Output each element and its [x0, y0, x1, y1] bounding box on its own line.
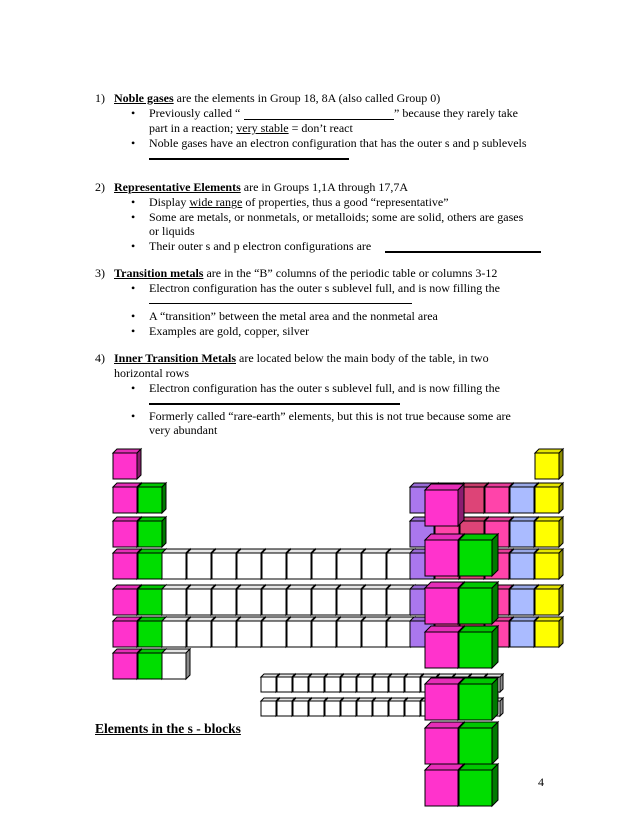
p-block-cell-top: [485, 483, 513, 487]
bullet-icon: •: [131, 195, 136, 209]
bullet-icon: •: [131, 409, 136, 423]
f-block-cell: [389, 701, 404, 716]
f-block-cell: [405, 701, 420, 716]
f-block-cell: [293, 677, 308, 692]
extracted-s2-cell-side: [492, 722, 498, 764]
f-block-cell: [373, 701, 388, 716]
d-block-cell-top: [187, 585, 215, 589]
extracted-s2-cell-side: [492, 582, 498, 624]
extracted-s2-cell: [459, 588, 492, 624]
f-block-cell: [277, 677, 292, 692]
s-block-group2-cell: [138, 621, 162, 647]
extracted-s1-cell-top: [425, 678, 464, 684]
helium-cell-top: [535, 449, 563, 453]
s-block-group2-cell-top: [138, 585, 166, 589]
d-block-cell: [387, 553, 411, 579]
s-block-group1-cell-top: [113, 617, 141, 621]
noble-gas-cell-side: [559, 549, 563, 579]
d-block-cell-side: [186, 649, 190, 679]
bullet-text-pre: Previously called “: [149, 106, 241, 120]
s-block-group2-cell-top: [138, 517, 166, 521]
bullet-text: Display wide range of properties, thus a good “representative”: [149, 195, 449, 209]
d-block-cell: [162, 621, 186, 647]
noble-gas-cell: [535, 621, 559, 647]
extracted-s1-cell: [425, 540, 458, 576]
bullet-icon: •: [131, 381, 136, 395]
d-block-cell: [312, 589, 336, 615]
d-block-cell-top: [262, 585, 290, 589]
noble-gas-cell-side: [559, 617, 563, 647]
d-block-cell: [212, 589, 236, 615]
bullet-icon: •: [131, 210, 136, 224]
extracted-s2-cell-side: [492, 764, 498, 806]
f-block-cell: [309, 701, 324, 716]
d-block-cell-top: [287, 617, 315, 621]
d-block-cell-top: [337, 549, 365, 553]
item-number: 4): [95, 351, 105, 365]
d-block-cell-top: [212, 585, 240, 589]
d-block-cell-top: [237, 549, 265, 553]
s-block-group1-cell-top: [113, 483, 141, 487]
d-block-cell: [287, 589, 311, 615]
d-block-cell: [187, 621, 211, 647]
s-block-group1-cell-side: [137, 449, 141, 479]
d-block-cell: [162, 653, 186, 679]
noble-gas-cell-top: [535, 549, 563, 553]
f-block-cell: [341, 701, 356, 716]
bullet-text-line2: very abundant: [149, 423, 218, 437]
extracted-s2-cell-top: [459, 722, 498, 728]
s-block-group1-cell-top: [113, 517, 141, 521]
d-block-cell: [212, 621, 236, 647]
d-block-cell-top: [237, 585, 265, 589]
f-block-cell: [357, 701, 372, 716]
d-block-cell: [312, 553, 336, 579]
bullet-text: Some are metals, or nonmetals, or metalloids; some are solid, others are gases: [149, 210, 524, 224]
extracted-s2-cell: [459, 632, 492, 668]
noble-gas-cell: [535, 487, 559, 513]
d-block-cell: [262, 553, 286, 579]
bullet-text: Formerly called “rare-earth” elements, but this is not true because some are: [149, 409, 511, 423]
d-block-cell-top: [287, 585, 315, 589]
d-block-cell: [212, 553, 236, 579]
section-title: Elements in the s - blocks: [95, 721, 241, 736]
bullet-icon: •: [131, 239, 136, 253]
extracted-s2-cell-top: [459, 534, 498, 540]
item-intro: are the elements in Group 18, 8A (also called Group 0): [173, 91, 441, 105]
s-block-group2-cell-side: [162, 483, 166, 513]
p-block-cell-top: [510, 517, 538, 521]
p-block-cell: [510, 521, 534, 547]
extracted-s1-cell: [425, 490, 458, 526]
d-block-cell-top: [262, 617, 290, 621]
extracted-s2-cell: [459, 684, 492, 720]
bullet-text: Electron configuration has the outer s sublevel full, and is now filling the: [149, 381, 500, 395]
d-block-cell-top: [312, 617, 340, 621]
d-block-cell-top: [162, 549, 190, 553]
f-block-cell: [341, 677, 356, 692]
noble-gas-cell: [535, 553, 559, 579]
item-number: 3): [95, 266, 105, 280]
bullet-icon: •: [131, 309, 136, 323]
s-block-group2-cell-top: [138, 649, 166, 653]
d-block-cell-top: [262, 549, 290, 553]
p-block-cell: [510, 553, 534, 579]
term-noble-gases: Noble gases: [114, 91, 174, 105]
extracted-s1-cell-top: [425, 722, 464, 728]
d-block-cell-top: [187, 617, 215, 621]
s-block-group1-cell: [113, 621, 137, 647]
d-block-cell: [387, 589, 411, 615]
d-block-cell: [287, 553, 311, 579]
s-block-group1-cell-top: [113, 449, 141, 453]
bullet-text-line2: part in a reaction; very stable = don’t react: [149, 121, 353, 135]
item-number: 2): [95, 180, 105, 194]
s-block-group1-cell: [113, 453, 137, 479]
bullet-icon: •: [131, 324, 136, 338]
bullet-text-post: ” because they rarely take: [394, 106, 518, 120]
item-number: 1): [95, 91, 105, 105]
f-block-cell: [261, 677, 276, 692]
s-block-group1-cell: [113, 553, 137, 579]
f-block-cell: [405, 677, 420, 692]
bullet-text: Examples are gold, copper, silver: [149, 324, 310, 338]
extracted-s1-cell-top: [425, 764, 464, 770]
noble-gas-cell-side: [559, 483, 563, 513]
d-block-cell: [287, 621, 311, 647]
s-block-group1-cell: [113, 487, 137, 513]
noble-gas-cell-top: [535, 517, 563, 521]
p-block-cell-top: [510, 483, 538, 487]
f-block-cell: [277, 701, 292, 716]
item-intro-line2: horizontal rows: [114, 366, 189, 380]
noble-gas-cell: [535, 521, 559, 547]
item-intro: are in the “B” columns of the periodic table or columns 3-12: [203, 266, 498, 280]
d-block-cell-top: [337, 585, 365, 589]
extracted-s2-cell: [459, 540, 492, 576]
p-block-cell: [485, 487, 509, 513]
noble-gas-cell-top: [535, 483, 563, 487]
extracted-s2-cell: [459, 770, 492, 806]
d-block-cell: [337, 553, 361, 579]
noble-gas-cell-side: [559, 517, 563, 547]
extracted-s2-cell: [459, 728, 492, 764]
d-block-cell-top: [287, 549, 315, 553]
extracted-s1-cell-top: [425, 582, 464, 588]
d-block-cell: [362, 621, 386, 647]
bullet-icon: •: [131, 281, 136, 295]
bullet-text: Noble gases have an electron configuration that has the outer s and p sublevels: [149, 136, 527, 150]
bullet-text-line2: or liquids: [149, 224, 195, 238]
term-representative-elements: Representative Elements: [114, 180, 241, 194]
s-block-group2-cell-top: [138, 483, 166, 487]
extracted-s1-cell: [425, 588, 458, 624]
f-block-cell: [325, 677, 340, 692]
d-block-cell-top: [237, 617, 265, 621]
bullet-icon: •: [131, 106, 136, 120]
item-intro: are in Groups 1,1A through 17,7A: [240, 180, 409, 194]
d-block-cell: [162, 589, 186, 615]
s-block-group2-cell-side: [162, 517, 166, 547]
d-block-cell: [312, 621, 336, 647]
s-block-group1-cell-top: [113, 649, 141, 653]
d-block-cell-top: [162, 649, 190, 653]
d-block-cell: [337, 621, 361, 647]
s-block-group2-cell: [138, 521, 162, 547]
p-block-cell: [510, 621, 534, 647]
d-block-cell-top: [312, 549, 340, 553]
s-block-group1-cell: [113, 521, 137, 547]
d-block-cell: [237, 621, 261, 647]
p-block-cell-top: [510, 549, 538, 553]
f-block-cell: [357, 677, 372, 692]
extracted-s2-cell-top: [459, 678, 498, 684]
s-block-group1-cell-top: [113, 549, 141, 553]
extracted-s2-cell-side: [492, 678, 498, 720]
s-block-group2-cell: [138, 589, 162, 615]
f-block-cell: [293, 701, 308, 716]
d-block-cell-top: [312, 585, 340, 589]
noble-gas-cell-top: [535, 617, 563, 621]
d-block-cell-top: [337, 617, 365, 621]
d-block-cell-top: [362, 585, 390, 589]
bullet-text: Electron configuration has the outer s sublevel full, and is now filling the: [149, 281, 500, 295]
term-inner-transition-metals: Inner Transition Metals: [114, 351, 237, 365]
noble-gas-cell: [535, 589, 559, 615]
p-block-cell-top: [510, 585, 538, 589]
extracted-s1-cell-top: [425, 626, 464, 632]
bullet-text: Their outer s and p electron configurations are: [149, 239, 372, 253]
noble-gas-cell-top: [535, 585, 563, 589]
s-block-group2-cell: [138, 653, 162, 679]
extracted-s2-cell-side: [492, 626, 498, 668]
s-block-group2-cell: [138, 487, 162, 513]
d-block-cell-top: [362, 617, 390, 621]
term-transition-metals: Transition metals: [114, 266, 204, 280]
f-block-cell: [373, 677, 388, 692]
page-number: 4: [538, 775, 544, 789]
s-block-group1-cell-top: [113, 585, 141, 589]
extracted-s2-cell-side: [492, 534, 498, 576]
helium-cell: [535, 453, 559, 479]
d-block-cell: [187, 553, 211, 579]
s-block-group2-cell-top: [138, 549, 166, 553]
d-block-cell: [362, 589, 386, 615]
p-block-cell: [510, 589, 534, 615]
d-block-cell-top: [212, 549, 240, 553]
d-block-cell: [237, 589, 261, 615]
d-block-cell: [187, 589, 211, 615]
extracted-s2-cell-top: [459, 582, 498, 588]
d-block-cell-top: [162, 585, 190, 589]
noble-gas-cell-side: [559, 585, 563, 615]
p-block-cell-top: [510, 617, 538, 621]
p-block-cell-top: [485, 517, 513, 521]
extracted-s2-cell-top: [459, 764, 498, 770]
s-block-group1-cell: [113, 653, 137, 679]
s-block-group1-cell: [113, 589, 137, 615]
bullet-text: A “transition” between the metal area and the nonmetal area: [149, 309, 438, 323]
d-block-cell-top: [212, 617, 240, 621]
item-intro: are located below the main body of the table, in two: [236, 351, 489, 365]
d-block-cell: [362, 553, 386, 579]
d-block-cell-top: [187, 549, 215, 553]
d-block-cell: [337, 589, 361, 615]
extracted-s1-cell: [425, 632, 458, 668]
d-block-cell: [262, 589, 286, 615]
d-block-cell: [387, 621, 411, 647]
s-block-group2-cell-top: [138, 617, 166, 621]
extracted-s1-cell-top: [425, 534, 464, 540]
f-block-cell: [261, 701, 276, 716]
extracted-s1-cell: [425, 770, 458, 806]
d-block-cell-top: [362, 549, 390, 553]
d-block-cell: [237, 553, 261, 579]
f-block-cell: [309, 677, 324, 692]
helium-cell-side: [559, 449, 563, 479]
extracted-s1-cell-side: [458, 484, 464, 526]
d-block-cell: [162, 553, 186, 579]
p-block-cell: [510, 487, 534, 513]
f-block-cell: [325, 701, 340, 716]
f-block-cell: [389, 677, 404, 692]
d-block-cell: [262, 621, 286, 647]
extracted-s1-cell: [425, 684, 458, 720]
bullet-icon: •: [131, 136, 136, 150]
s-block-group2-cell: [138, 553, 162, 579]
extracted-s1-cell: [425, 728, 458, 764]
extracted-s2-cell-top: [459, 626, 498, 632]
extracted-s1-cell-top: [425, 484, 464, 490]
d-block-cell-top: [162, 617, 190, 621]
